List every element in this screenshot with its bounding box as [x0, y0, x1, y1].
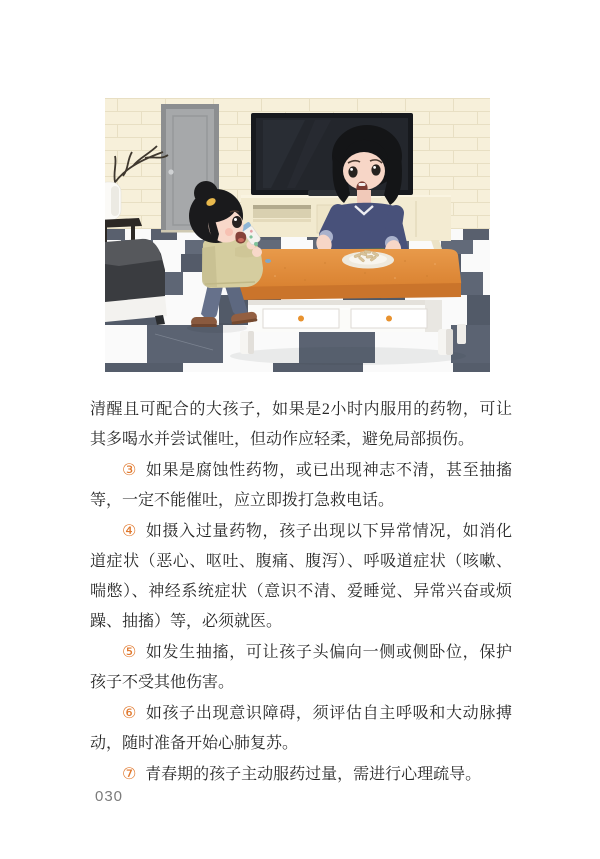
- pill: [265, 259, 271, 263]
- page-number: 030: [95, 788, 124, 805]
- paragraph-item-4: [90, 516, 512, 637]
- paragraph-text: 如发生抽搐，可让孩子头偏向一侧或侧卧位，保护孩子不受其他伤害。: [90, 644, 512, 691]
- item-number-7: ⑦: [122, 764, 137, 783]
- drawer-knob: [298, 316, 304, 322]
- paragraph-text: 如果是腐蚀性药物，或已出现神志不清，甚至抽搐等，一定不能催吐，应立即拨打急救电话。: [90, 462, 512, 509]
- paragraph-text: 如摄入过量药物，孩子出现以下异常情况，如消化道症状（恶心、呕吐、腹痛、腹泻）、呼吸道症状（咳嗽、喘憋）、神经系统症状（意识不清、爱睡觉、异常兴奋或烦躁、抽搐）等，必须就医。: [90, 523, 512, 630]
- paragraph-item-5: [90, 637, 512, 698]
- paragraph-continuation: [90, 395, 512, 455]
- item-number-3: ③: [122, 460, 138, 479]
- item-number-4: ④: [122, 521, 138, 540]
- paragraph-text: 青春期的孩子主动服药过量，需进行心理疏导。: [145, 766, 482, 783]
- paragraph-item-6: [90, 698, 512, 759]
- drawer-knob: [386, 316, 392, 322]
- item-number-5: ⑤: [122, 642, 138, 661]
- table-shadow: [230, 347, 466, 365]
- body-text: [90, 395, 512, 790]
- item-number-6: ⑥: [122, 703, 138, 722]
- sofa: [105, 239, 167, 325]
- paragraph-item-7: [90, 759, 512, 790]
- paragraph-text: 清醒且可配合的大孩子，如果是2小时内服用的药物，可让其多喝水并尝试催吐，但动作应轻柔，避免局部损伤。: [90, 401, 512, 448]
- paragraph-item-3: [90, 455, 512, 516]
- door-handle: [168, 169, 173, 174]
- paragraph-text: 如孩子出现意识障碍，须评估自主呼吸和大动脉搏动，随时准备开始心肺复苏。: [90, 705, 512, 752]
- soundbar: [308, 190, 392, 196]
- living-room-illustration: [105, 98, 490, 372]
